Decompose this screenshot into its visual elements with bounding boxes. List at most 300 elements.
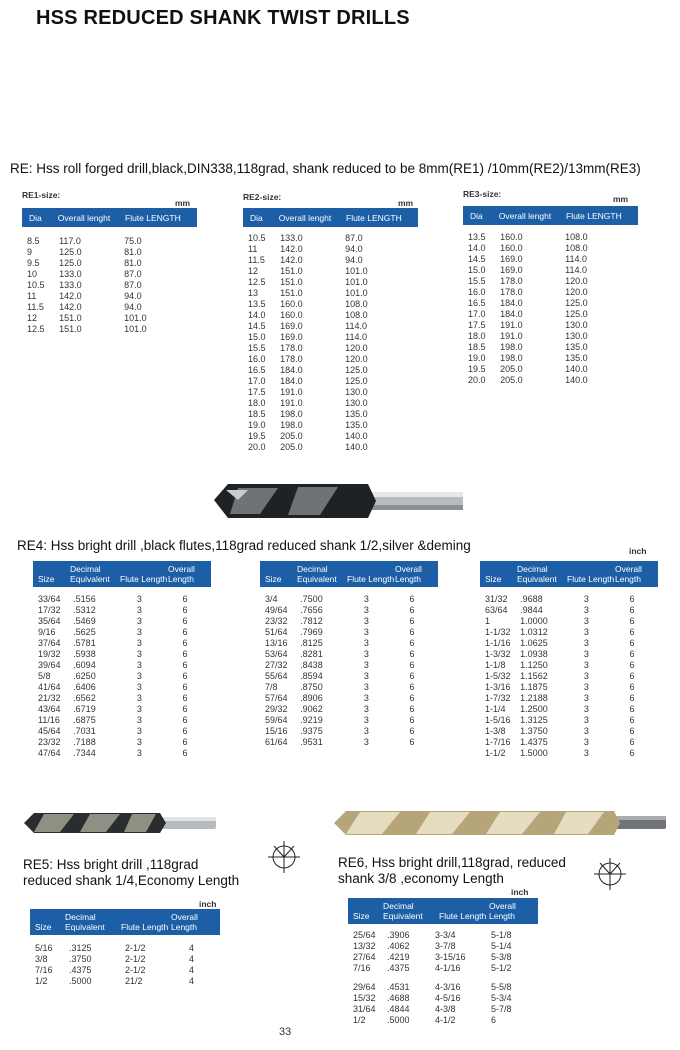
table-cell: 14.5 bbox=[468, 254, 486, 264]
table-cell: 1-7/32 bbox=[485, 693, 511, 703]
table-cell: 6 bbox=[182, 627, 188, 637]
table-row bbox=[33, 693, 211, 704]
header-size: Size bbox=[353, 911, 370, 921]
table-row bbox=[243, 354, 418, 365]
table-cell: 6 bbox=[629, 660, 635, 670]
table-row bbox=[463, 298, 638, 309]
table-cell: .4062 bbox=[387, 941, 410, 951]
table-cell: 51/64 bbox=[265, 627, 288, 637]
table-cell: 13.5 bbox=[248, 299, 266, 309]
re4-drill-image bbox=[208, 478, 468, 528]
table-row bbox=[463, 320, 638, 331]
header-overall-length: Overall Length bbox=[168, 564, 195, 584]
table-cell: 6 bbox=[409, 704, 415, 714]
table-cell: 3 bbox=[136, 704, 142, 714]
table-cell: 4 bbox=[189, 943, 195, 953]
table-cell: 6 bbox=[629, 671, 635, 681]
table-cell: 205.0 bbox=[280, 442, 303, 452]
table-cell: .8750 bbox=[300, 682, 323, 692]
table-cell: 6 bbox=[409, 594, 415, 604]
header-dia: Dia bbox=[29, 213, 42, 223]
table-cell: 59/64 bbox=[265, 715, 288, 725]
table-cell: 135.0 bbox=[565, 342, 588, 352]
table-cell: 6 bbox=[182, 715, 188, 725]
table-cell: 3 bbox=[136, 682, 142, 692]
re4-table-1 bbox=[33, 561, 211, 759]
table-cell: 10.5 bbox=[27, 280, 45, 290]
table-row bbox=[30, 976, 220, 987]
table-row bbox=[243, 288, 418, 299]
table-row bbox=[480, 660, 658, 671]
table-row bbox=[243, 442, 418, 453]
page-title: HSS REDUCED SHANK TWIST DRILLS bbox=[36, 7, 410, 29]
table-cell: 133.0 bbox=[59, 269, 82, 279]
table-cell: 14.0 bbox=[248, 310, 266, 320]
table-cell: 3/8 bbox=[35, 954, 48, 964]
table-cell: .7969 bbox=[300, 627, 323, 637]
table-cell: 101.0 bbox=[345, 277, 368, 287]
table-row bbox=[243, 321, 418, 332]
table-cell: 1.3750 bbox=[520, 726, 548, 736]
table-cell: 12.5 bbox=[248, 277, 266, 287]
table-cell: 3 bbox=[136, 605, 142, 615]
header-dia: Dia bbox=[470, 211, 483, 221]
table-row bbox=[480, 627, 658, 638]
table-cell: 1.3125 bbox=[520, 715, 548, 725]
table-row bbox=[260, 638, 438, 649]
table-cell: 6 bbox=[629, 715, 635, 725]
table-cell: 6 bbox=[629, 682, 635, 692]
table-cell: 5-1/8 bbox=[491, 930, 512, 940]
table-cell: 23/32 bbox=[38, 737, 61, 747]
table-row bbox=[260, 594, 438, 605]
table-cell: 94.0 bbox=[124, 302, 142, 312]
table-cell: 16.5 bbox=[248, 365, 266, 375]
table-cell: 178.0 bbox=[280, 343, 303, 353]
table-cell: 169.0 bbox=[500, 265, 523, 275]
table-cell: 6 bbox=[182, 605, 188, 615]
table-cell: 17.0 bbox=[468, 309, 486, 319]
table-row bbox=[260, 726, 438, 737]
table-cell: 5-5/8 bbox=[491, 982, 512, 992]
table-cell: 3 bbox=[583, 660, 589, 670]
table-row bbox=[33, 627, 211, 638]
table-cell: 23/32 bbox=[265, 616, 288, 626]
table-cell: 169.0 bbox=[500, 254, 523, 264]
table-cell: 120.0 bbox=[345, 354, 368, 364]
table-cell: 1.1875 bbox=[520, 682, 548, 692]
table-cell: 1-3/32 bbox=[485, 649, 511, 659]
table-row bbox=[30, 954, 220, 965]
re4-table-1-header bbox=[33, 561, 211, 587]
table-row bbox=[480, 737, 658, 748]
table-cell: 13.5 bbox=[468, 232, 486, 242]
table-cell: 160.0 bbox=[280, 299, 303, 309]
table-cell: 9 bbox=[27, 247, 33, 257]
table-row bbox=[22, 258, 197, 269]
table-row bbox=[243, 332, 418, 343]
table-cell: 6 bbox=[182, 671, 188, 681]
table-cell: 41/64 bbox=[38, 682, 61, 692]
table-cell: 6 bbox=[409, 660, 415, 670]
table-cell: .8438 bbox=[300, 660, 323, 670]
table-cell: 5-3/8 bbox=[491, 952, 512, 962]
table-cell: 7/16 bbox=[353, 963, 371, 973]
re5-drill-image bbox=[20, 808, 220, 838]
table-row bbox=[348, 1004, 538, 1015]
table-row bbox=[463, 243, 638, 254]
table-cell: 191.0 bbox=[500, 320, 523, 330]
table-cell: .3125 bbox=[69, 943, 92, 953]
table-row bbox=[260, 627, 438, 638]
table-cell: 1.4375 bbox=[520, 737, 548, 747]
table-cell: 3 bbox=[583, 616, 589, 626]
table-cell: 3 bbox=[363, 605, 369, 615]
table-cell: 135.0 bbox=[345, 409, 368, 419]
table-cell: .5312 bbox=[73, 605, 96, 615]
re4-table-3 bbox=[480, 561, 658, 759]
table-cell: 6 bbox=[182, 748, 188, 758]
table-cell: .5000 bbox=[69, 976, 92, 986]
re4-table-2-header bbox=[260, 561, 438, 587]
table-cell: 125.0 bbox=[345, 376, 368, 386]
table-cell: 101.0 bbox=[124, 324, 147, 334]
table-cell: 27/32 bbox=[265, 660, 288, 670]
table-cell: 6 bbox=[629, 638, 635, 648]
table-cell: 3 bbox=[363, 693, 369, 703]
table-row bbox=[243, 233, 418, 244]
table-cell: 15/16 bbox=[265, 726, 288, 736]
table-cell: 10 bbox=[27, 269, 38, 279]
table-cell: 55/64 bbox=[265, 671, 288, 681]
re5-description-line1: RE5: Hss bright drill ,118grad bbox=[23, 857, 199, 872]
header-decimal-equivalent: Decimal Equivalent bbox=[70, 564, 110, 584]
re6-table bbox=[348, 898, 538, 1026]
table-cell: .5469 bbox=[73, 616, 96, 626]
table-row bbox=[22, 247, 197, 258]
table-cell: 19.0 bbox=[248, 420, 266, 430]
table-cell: 31/64 bbox=[353, 1004, 376, 1014]
page-number: 33 bbox=[279, 1026, 292, 1038]
re6-table-header bbox=[348, 898, 538, 924]
table-cell: 160.0 bbox=[500, 232, 523, 242]
re2-table bbox=[243, 192, 418, 453]
table-cell: 6 bbox=[409, 616, 415, 626]
table-cell: 140.0 bbox=[345, 431, 368, 441]
re5-unit-label: inch bbox=[199, 899, 217, 909]
table-cell: 5-1/2 bbox=[491, 963, 512, 973]
table-row bbox=[33, 616, 211, 627]
table-row bbox=[260, 715, 438, 726]
table-cell: 57/64 bbox=[265, 693, 288, 703]
re5-description bbox=[23, 857, 239, 889]
table-cell: 1.2188 bbox=[520, 693, 548, 703]
table-cell: .6406 bbox=[73, 682, 96, 692]
table-cell: 1-5/16 bbox=[485, 715, 511, 725]
table-cell: 3 bbox=[136, 649, 142, 659]
table-cell: 2-1/2 bbox=[125, 943, 146, 953]
table-cell: 191.0 bbox=[280, 398, 303, 408]
table-cell: 13/16 bbox=[265, 638, 288, 648]
table-row bbox=[260, 660, 438, 671]
point-angle-icon bbox=[266, 840, 302, 874]
table-row bbox=[480, 616, 658, 627]
table-cell: .7656 bbox=[300, 605, 323, 615]
table-cell: .4531 bbox=[387, 982, 410, 992]
table-cell: 151.0 bbox=[280, 277, 303, 287]
table-cell: .6250 bbox=[73, 671, 96, 681]
re-description: RE: Hss roll forged drill,black,DIN338,118grad, shank reduced to be 8mm(RE1) /10mm(RE2)/13mm(RE3) bbox=[10, 161, 641, 176]
table-cell: 4-3/16 bbox=[435, 982, 461, 992]
table-cell: 4-1/2 bbox=[435, 1015, 456, 1025]
table-cell: 43/64 bbox=[38, 704, 61, 714]
table-cell: 6 bbox=[182, 704, 188, 714]
table-cell: 1.5000 bbox=[520, 748, 548, 758]
table-cell: 12 bbox=[27, 313, 38, 323]
header-flute-length: Flute LENGTH bbox=[566, 211, 622, 221]
table-cell: 6 bbox=[629, 616, 635, 626]
table-cell: .3750 bbox=[69, 954, 92, 964]
table-cell: 3 bbox=[583, 594, 589, 604]
table-cell: .7500 bbox=[300, 594, 323, 604]
table-cell: 140.0 bbox=[345, 442, 368, 452]
table-cell: 6 bbox=[409, 649, 415, 659]
table-row bbox=[348, 952, 538, 963]
table-row bbox=[348, 963, 538, 974]
table-row bbox=[33, 704, 211, 715]
re6-description-line1: RE6, Hss bright drill,118grad, reduced bbox=[338, 855, 566, 870]
table-cell: 3 bbox=[363, 594, 369, 604]
header-flute-length: Flute Length bbox=[439, 911, 487, 921]
table-cell: 3-3/4 bbox=[435, 930, 456, 940]
table-row bbox=[348, 993, 538, 1004]
table-cell: 17.0 bbox=[248, 376, 266, 386]
table-cell: .8906 bbox=[300, 693, 323, 703]
table-cell: 140.0 bbox=[565, 375, 588, 385]
table-cell: 25/64 bbox=[353, 930, 376, 940]
table-cell: 11.5 bbox=[248, 255, 265, 265]
table-cell: 11/16 bbox=[38, 715, 60, 725]
table-cell: 1-5/32 bbox=[485, 671, 511, 681]
re3-table-body bbox=[463, 232, 638, 386]
table-cell: 20.0 bbox=[468, 375, 486, 385]
table-cell: 11 bbox=[248, 244, 258, 254]
table-row bbox=[260, 682, 438, 693]
table-cell: 130.0 bbox=[565, 320, 588, 330]
table-cell: 151.0 bbox=[280, 288, 303, 298]
header-size: Size bbox=[35, 922, 52, 932]
table-cell: 4 bbox=[189, 976, 195, 986]
table-cell: 1.1562 bbox=[520, 671, 548, 681]
table-row bbox=[22, 313, 197, 324]
table-cell: 18.0 bbox=[248, 398, 266, 408]
table-row bbox=[480, 682, 658, 693]
table-row bbox=[348, 982, 538, 993]
table-cell: 39/64 bbox=[38, 660, 61, 670]
table-cell: 6 bbox=[629, 693, 635, 703]
table-row bbox=[22, 302, 197, 313]
table-cell: 9/16 bbox=[38, 627, 56, 637]
table-cell: 15.5 bbox=[468, 276, 486, 286]
header-overall-length: Overall Length bbox=[171, 912, 198, 932]
table-cell: 1-3/16 bbox=[485, 682, 511, 692]
table-cell: 1-1/16 bbox=[485, 638, 511, 648]
table-row bbox=[243, 277, 418, 288]
table-cell: .5000 bbox=[387, 1015, 410, 1025]
table-cell: 125.0 bbox=[565, 298, 588, 308]
table-cell: 19.5 bbox=[248, 431, 266, 441]
table-cell: 1.0938 bbox=[520, 649, 548, 659]
table-cell: 1 bbox=[485, 616, 491, 626]
re5-table bbox=[30, 909, 220, 987]
re6-unit-label: inch bbox=[511, 887, 529, 897]
table-cell: 3 bbox=[136, 715, 142, 725]
table-cell: 3 bbox=[583, 638, 589, 648]
table-cell: 151.0 bbox=[59, 324, 82, 334]
table-row bbox=[22, 236, 197, 247]
table-cell: 6 bbox=[182, 693, 188, 703]
table-row bbox=[348, 1015, 538, 1026]
table-cell: .9844 bbox=[520, 605, 543, 615]
table-cell: 75.0 bbox=[124, 236, 142, 246]
table-cell: 1.0625 bbox=[520, 638, 548, 648]
table-cell: 13/32 bbox=[353, 941, 376, 951]
table-cell: 1-7/16 bbox=[485, 737, 511, 747]
table-cell: 19.0 bbox=[468, 353, 486, 363]
header-overall-length: Overall Length bbox=[615, 564, 642, 584]
table-cell: 198.0 bbox=[280, 420, 303, 430]
table-cell: 117.0 bbox=[59, 236, 81, 246]
table-cell: 3 bbox=[583, 715, 589, 725]
table-cell: 133.0 bbox=[280, 233, 303, 243]
re2-table-header bbox=[243, 208, 418, 227]
table-cell: .5156 bbox=[73, 594, 96, 604]
table-cell: .7344 bbox=[73, 748, 96, 758]
table-cell: .6094 bbox=[73, 660, 96, 670]
table-row bbox=[463, 287, 638, 298]
table-cell: 15.5 bbox=[248, 343, 266, 353]
table-cell: 114.0 bbox=[345, 321, 367, 331]
header-decimal-equivalent: Decimal Equivalent bbox=[297, 564, 337, 584]
table-cell: .9219 bbox=[300, 715, 323, 725]
table-cell: 101.0 bbox=[124, 313, 147, 323]
table-cell: 81.0 bbox=[124, 258, 142, 268]
table-cell: 18.5 bbox=[468, 342, 486, 352]
table-cell: 49/64 bbox=[265, 605, 288, 615]
re5-table-body bbox=[30, 943, 220, 987]
table-row bbox=[243, 420, 418, 431]
table-cell: 178.0 bbox=[500, 276, 523, 286]
table-cell: 4-5/16 bbox=[435, 993, 461, 1003]
header-decimal-equivalent: Decimal Equivalent bbox=[517, 564, 557, 584]
table-cell: 3 bbox=[136, 693, 142, 703]
table-cell: 169.0 bbox=[280, 321, 303, 331]
table-row bbox=[33, 671, 211, 682]
table-cell: 6 bbox=[629, 627, 635, 637]
table-row bbox=[480, 693, 658, 704]
table-row bbox=[260, 605, 438, 616]
table-cell: 3 bbox=[583, 737, 589, 747]
table-cell: 12.5 bbox=[27, 324, 45, 334]
header-dia: Dia bbox=[250, 213, 263, 223]
table-row bbox=[243, 244, 418, 255]
re4-unit-label: inch bbox=[629, 546, 647, 556]
table-cell: 94.0 bbox=[345, 244, 363, 254]
table-cell: 35/64 bbox=[38, 616, 61, 626]
table-cell: 191.0 bbox=[280, 387, 303, 397]
table-cell: 184.0 bbox=[280, 376, 303, 386]
table-row bbox=[243, 310, 418, 321]
table-cell: 198.0 bbox=[500, 353, 523, 363]
table-cell: 184.0 bbox=[280, 365, 303, 375]
table-cell: 3 bbox=[583, 671, 589, 681]
re6-description-line2: shank 3/8 ,economy Length bbox=[338, 871, 504, 886]
table-cell: 31/32 bbox=[485, 594, 508, 604]
table-row bbox=[463, 375, 638, 386]
table-cell: 108.0 bbox=[345, 310, 368, 320]
table-cell: 3 bbox=[363, 649, 369, 659]
table-cell: 19.5 bbox=[468, 364, 486, 374]
table-cell: 3 bbox=[136, 671, 142, 681]
table-cell: 3 bbox=[363, 726, 369, 736]
table-cell: 140.0 bbox=[565, 364, 588, 374]
table-cell: 6 bbox=[629, 748, 635, 758]
table-row bbox=[243, 376, 418, 387]
table-cell: 130.0 bbox=[565, 331, 588, 341]
table-cell: 3 bbox=[583, 726, 589, 736]
table-row bbox=[30, 943, 220, 954]
table-row bbox=[260, 737, 438, 748]
table-row bbox=[243, 398, 418, 409]
table-cell: 6 bbox=[409, 605, 415, 615]
table-row bbox=[33, 682, 211, 693]
table-cell: 151.0 bbox=[280, 266, 303, 276]
table-cell: 1/2 bbox=[353, 1015, 366, 1025]
table-cell: 6 bbox=[629, 704, 635, 714]
row-gap bbox=[348, 974, 538, 982]
table-cell: 10.5 bbox=[248, 233, 266, 243]
table-cell: 3 bbox=[583, 649, 589, 659]
table-cell: 2-1/2 bbox=[125, 954, 146, 964]
table-cell: 27/64 bbox=[353, 952, 376, 962]
table-cell: 178.0 bbox=[500, 287, 523, 297]
table-cell: 6 bbox=[629, 737, 635, 747]
re4-description: RE4: Hss bright drill ,black flutes,118grad reduced shank 1/2,silver &deming bbox=[17, 538, 471, 553]
table-cell: 1.1250 bbox=[520, 660, 548, 670]
re1-table-body bbox=[22, 236, 197, 335]
re6-drill-image bbox=[330, 806, 670, 840]
table-cell: 6 bbox=[182, 638, 188, 648]
table-cell: 6 bbox=[409, 726, 415, 736]
re4-table-3-header bbox=[480, 561, 658, 587]
header-flute-length: Flute Length bbox=[347, 574, 395, 584]
header-flute-length: Flute Length bbox=[121, 922, 169, 932]
table-cell: .5938 bbox=[73, 649, 96, 659]
table-cell: 8.5 bbox=[27, 236, 40, 246]
table-cell: 6 bbox=[409, 671, 415, 681]
table-cell: .7188 bbox=[73, 737, 96, 747]
unit-label: mm bbox=[175, 198, 191, 208]
table-cell: 184.0 bbox=[500, 309, 523, 319]
table-cell: 108.0 bbox=[565, 243, 588, 253]
header-flute-length: Flute Length bbox=[567, 574, 615, 584]
table-cell: 6 bbox=[182, 737, 188, 747]
table-cell: .6719 bbox=[73, 704, 96, 714]
table-cell: 3 bbox=[136, 748, 142, 758]
table-cell: .4688 bbox=[387, 993, 410, 1003]
table-cell: 3 bbox=[136, 660, 142, 670]
table-cell: 108.0 bbox=[345, 299, 368, 309]
